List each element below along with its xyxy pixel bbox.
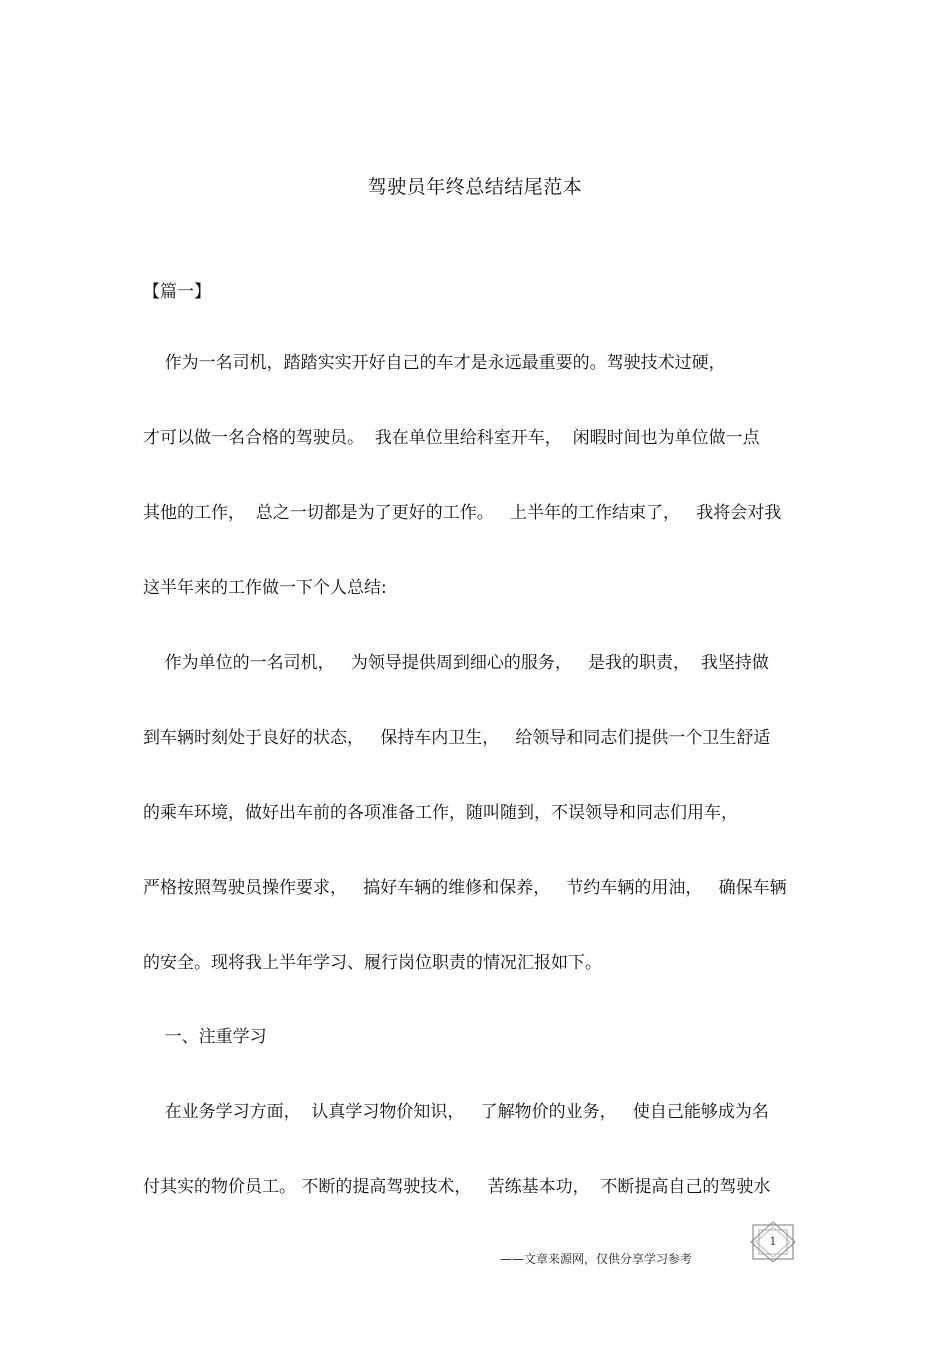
page-number-badge: [749, 1222, 797, 1262]
document-title: 驾驶员年终总结结尾范本: [367, 176, 583, 198]
paragraph-line: 才可以做一名合格的驾驶员。 我在单位里给科室开车， 闲暇时间也为单位做一点: [143, 428, 760, 448]
paragraph-line: 付其实的物价员工。 不断的提高驾驶技术， 苦练基本功， 不断提高自己的驾驶水: [143, 1177, 771, 1197]
paragraph-line: 这半年来的工作做一下个人总结:: [143, 578, 387, 598]
paragraph-line: 到车辆时刻处于良好的状态， 保持车内卫生， 给领导和同志们提供一个卫生舒适: [143, 728, 771, 748]
paragraph-line: 的乘车环境，做好出车前的各项准备工作，随叫随到，不误领导和同志们用车，: [143, 803, 738, 823]
footer-note: ——文章来源网，仅供分享学习参考: [500, 1252, 693, 1266]
paragraph-line: 其他的工作， 总之一切都是为了更好的工作。 上半年的工作结束了， 我将会对我: [143, 503, 782, 523]
paragraph-line: 作为单位的一名司机， 为领导提供周到细心的服务， 是我的职责， 我坚持做: [143, 653, 769, 673]
paragraph-line: 严格按照驾驶员操作要求， 搞好车辆的维修和保养， 节约车辆的用油， 确保车辆: [143, 878, 787, 898]
paragraph-line: 在业务学习方面， 认真学习物价知识， 了解物价的业务， 使自己能够成为名: [143, 1102, 769, 1122]
section-label: 【篇一】: [143, 282, 211, 302]
paragraph-line: 作为一名司机，踏踏实实开好自己的车才是永远最重要的。驾驶技术过硬，: [143, 353, 726, 373]
section-heading: 一、注重学习: [143, 1027, 267, 1047]
page-number: 1: [769, 1235, 777, 1248]
paragraph-line: 的安全。现将我上半年学习、履行岗位职责的情况汇报如下。: [143, 953, 602, 973]
